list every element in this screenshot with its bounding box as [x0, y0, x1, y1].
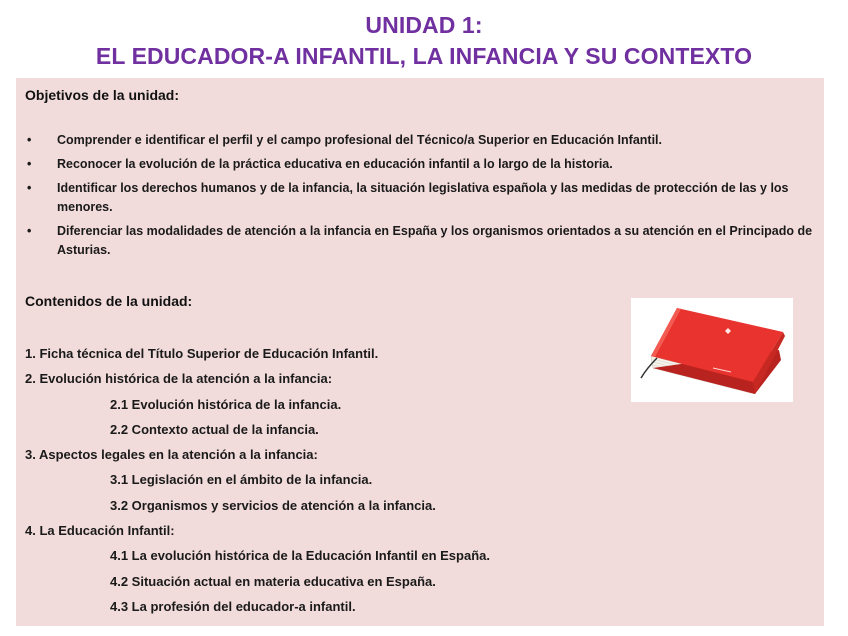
contents-subitem: 2.2 Contexto actual de la infancia.: [110, 421, 319, 437]
contents-item: 4. La Educación Infantil:: [25, 523, 175, 539]
bullet-icon: •: [27, 224, 32, 238]
title-line-1: UNIDAD 1:: [365, 12, 483, 38]
objectives-list: [16, 131, 824, 265]
contents-subitem: 3.2 Organismos y servicios de atención a la infancia.: [110, 497, 436, 513]
contents-subitem: 4.2 Situación actual en materia educativa en España.: [110, 573, 436, 589]
bullet-icon: •: [27, 133, 32, 147]
contents-item: 2. Evolución histórica de la atención a la infancia:: [25, 371, 333, 387]
objective-item: [16, 222, 824, 260]
objective-text: Reconocer la evolución de la práctica educativa en educación infantil a lo largo de la historia.: [57, 157, 613, 171]
book-icon: [631, 298, 793, 402]
contents-subitem: 2.1 Evolución histórica de la infancia.: [110, 396, 342, 412]
objective-item: [16, 155, 824, 174]
slide-title: [0, 10, 848, 72]
contents-item: 1. Ficha técnica del Título Superior de Educación Infantil.: [25, 346, 379, 361]
contents-subitem: 4.3 La profesión del educador-a infantil.: [110, 598, 356, 614]
objective-item: [16, 131, 824, 150]
title-line-2: EL EDUCADOR-A INFANTIL, LA INFANCIA Y SU CONTEXTO: [95, 43, 753, 69]
objective-item: [16, 179, 824, 217]
contents-subitem: 3.1 Legislación en el ámbito de la infancia.: [110, 472, 373, 488]
objectives-heading: Objetivos de la unidad:: [25, 87, 180, 103]
contents-list: [16, 341, 616, 619]
objective-text: Identificar los derechos humanos y de la infancia, la situación legislativa española y las medidas de protección de las y los menores.: [57, 181, 789, 214]
contents-item: 3. Aspectos legales en la atención a la infancia:: [25, 447, 318, 463]
bullet-icon: •: [27, 157, 32, 171]
contents-subitem: 4.1 La evolución histórica de la Educación Infantil en España.: [110, 548, 490, 564]
objective-text: Diferenciar las modalidades de atención a la infancia en España y los organismos orientados a su atención en el Principado de Asturias.: [57, 224, 813, 257]
content-panel: [16, 78, 824, 626]
contents-heading: Contenidos de la unidad:: [25, 293, 193, 309]
objective-text: Comprender e identificar el perfil y el campo profesional del Técnico/a Superior en Educación Infantil.: [57, 133, 662, 147]
red-book-image: [631, 298, 793, 402]
bullet-icon: •: [27, 181, 32, 195]
